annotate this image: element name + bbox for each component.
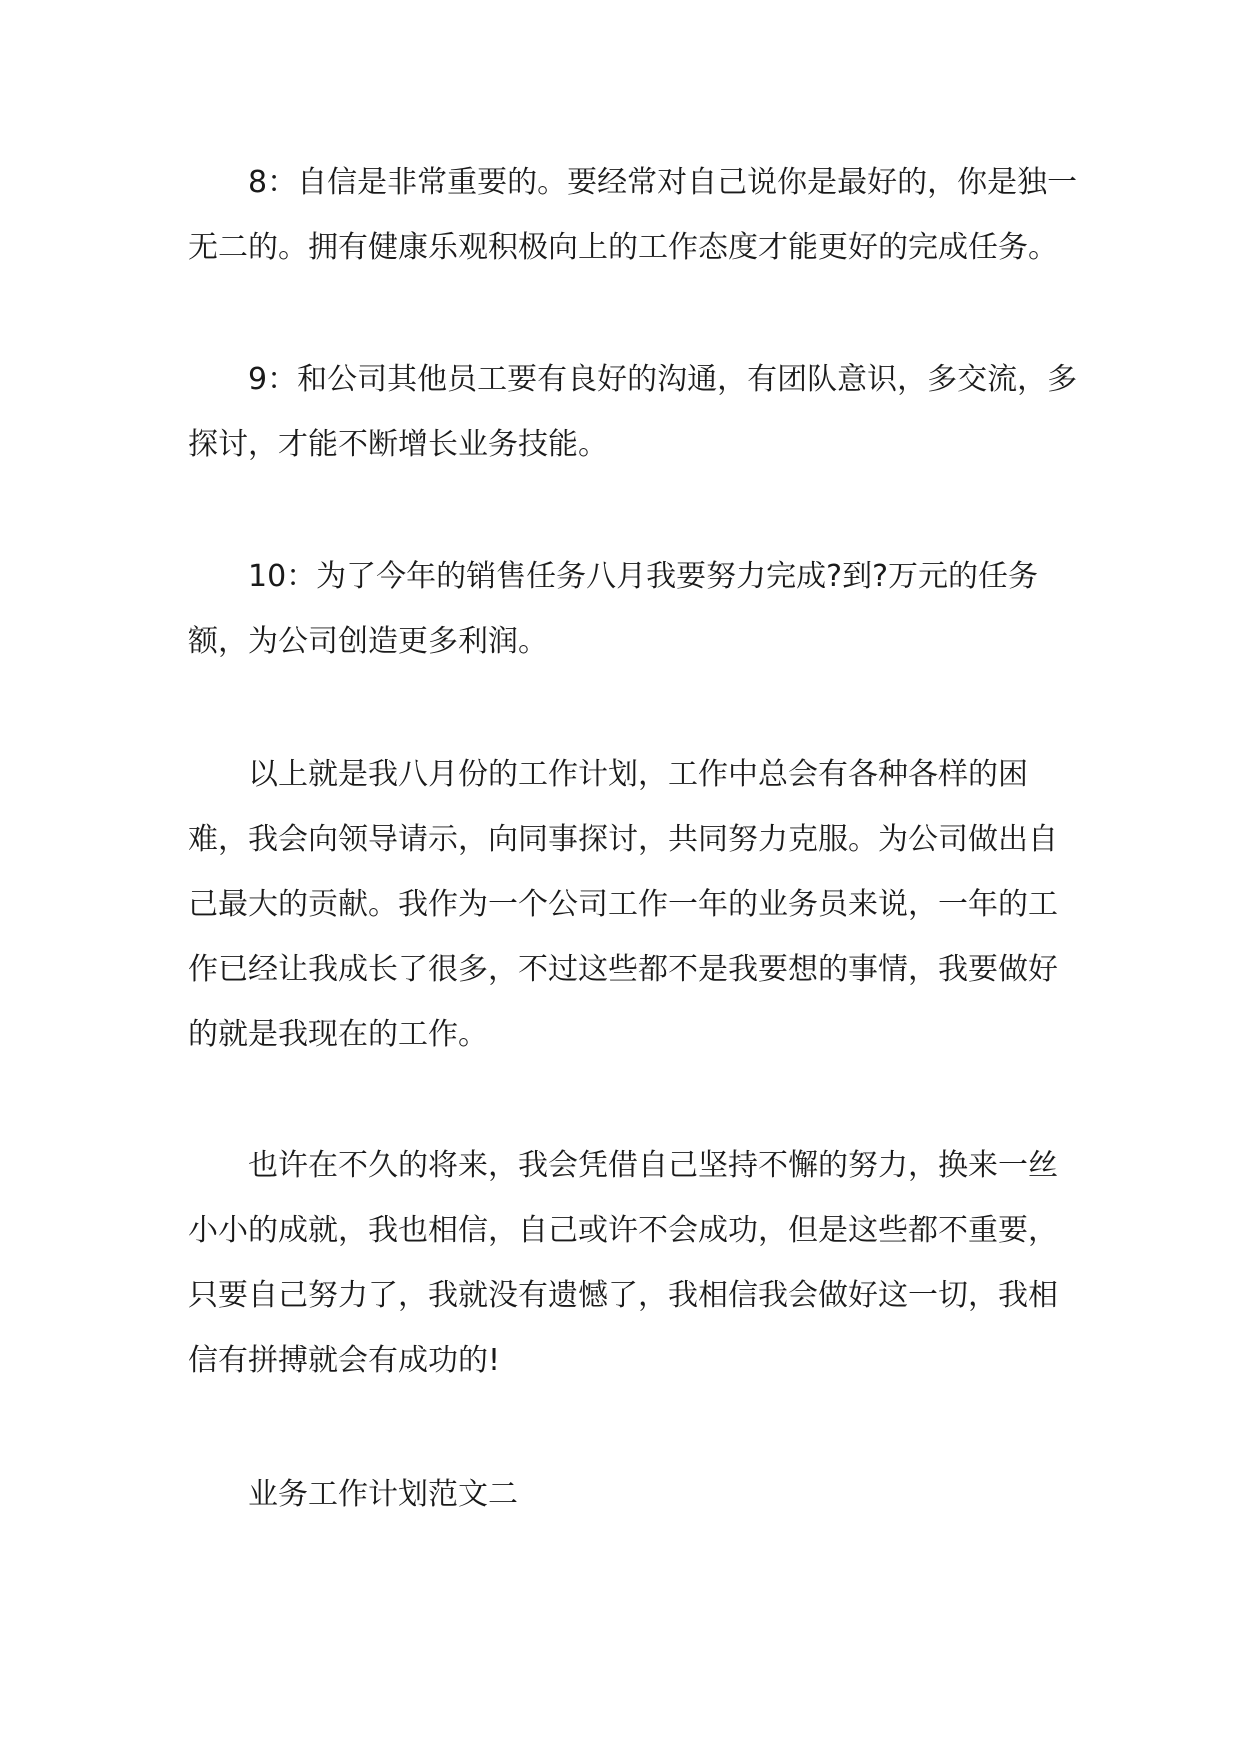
paragraph-item-10: 10：为了今年的销售任务八月我要努力完成?到?万元的任务额，为公司创造更多利润。 [188,559,1039,659]
section-heading: 业务工作计划范文二 [248,1477,518,1512]
paragraph-summary: 以上就是我八月份的工作计划，工作中总会有各种各样的困难，我会向领导请示，向同事探讨，共同努力克服。为公司做出自己最大的贡献。我作为一个公司工作一年的业务员来说，一年的工作已经让我成长了很多，不过这些都不是我要想的事情，我要做好的就是我现在的工作。 [188,757,1058,1052]
paragraph-item-8: 8：自信是非常重要的。要经常对自己说你是最好的，你是独一无二的。拥有健康乐观积极向上的工作态度才能更好的完成任务。 [188,165,1078,265]
paragraph-item-9: 9：和公司其他员工要有良好的沟通，有团队意识，多交流，多探讨，才能不断增长业务技能。 [188,362,1078,462]
paragraph-outlook: 也许在不久的将来，我会凭借自己坚持不懈的努力，换来一丝小小的成就，我也相信，自己或许不会成功，但是这些都不重要，只要自己努力了，我就没有遗憾了，我相信我会做好这一切，我相信有拼搏就会有成功的! [188,1148,1058,1378]
